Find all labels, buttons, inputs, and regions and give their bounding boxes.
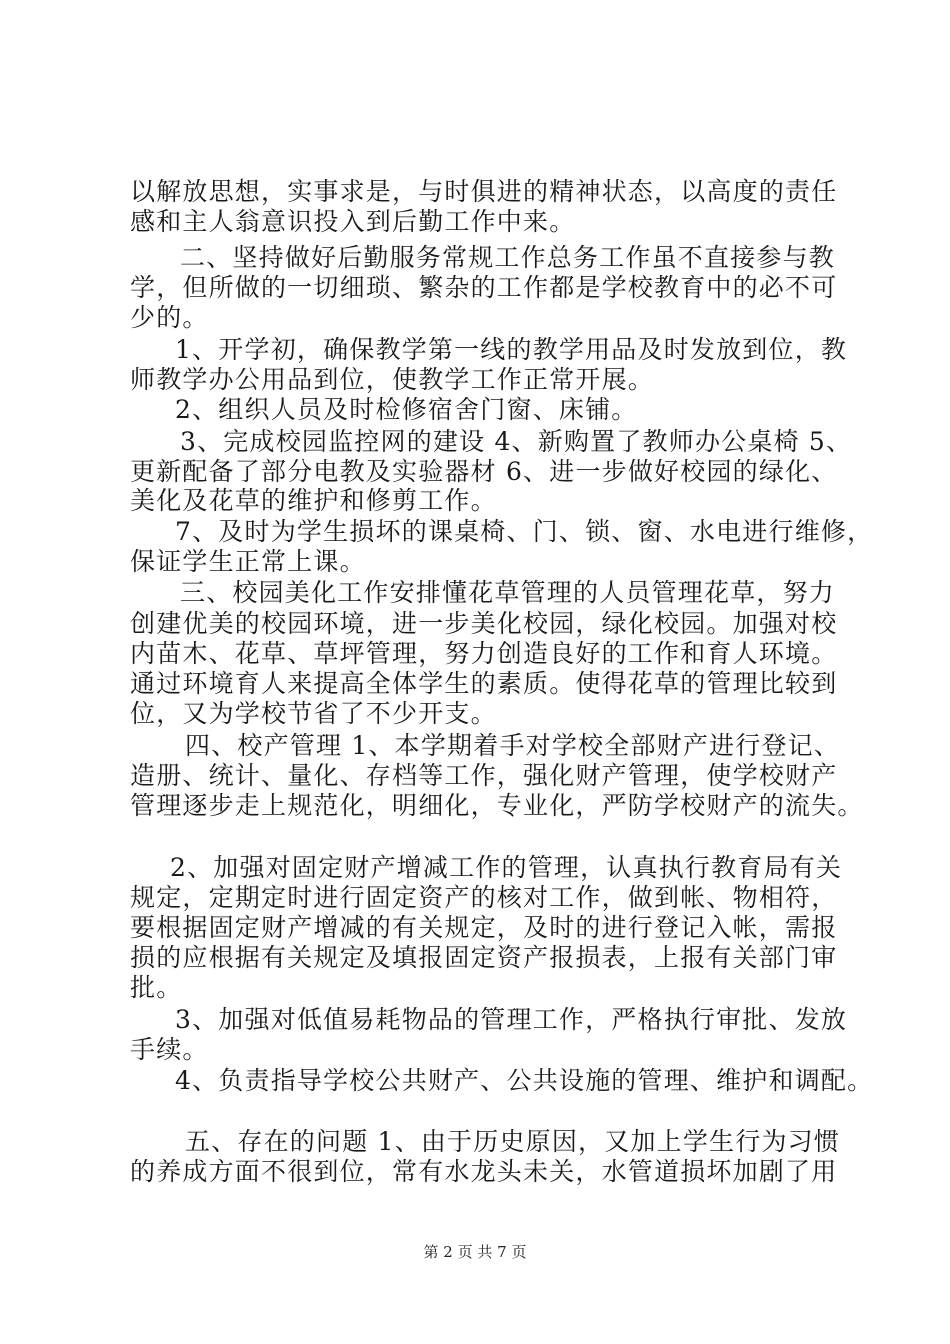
text-line: 通过环境育人来提高全体学生的素质。使得花草的管理比较到 [130, 669, 838, 698]
text-line: 造册、统计、量化、存档等工作，强化财产管理，使学校财产 [130, 761, 838, 790]
text-line: 2、组织人员及时检修宿舍门窗、床铺。 [175, 395, 638, 424]
text-line: 二、坚持做好后勤服务常规工作总务工作虽不直接参与教 [180, 243, 836, 272]
text-line: 的养成方面不很到位，常有水龙头未关，水管道损坏加剧了用 [130, 1157, 838, 1186]
text-line: 1、开学初，确保教学第一线的教学用品及时发放到位，教 [175, 335, 848, 364]
text-line: 保证学生正常上课。 [130, 547, 366, 576]
text-line: 要根据固定财产增减的有关规定，及时的进行登记入帐，需报 [130, 913, 838, 942]
text-line: 以解放思想，实事求是，与时俱进的精神状态，以高度的责任 [130, 177, 838, 206]
text-line: 感和主人翁意识投入到后勤工作中来。 [130, 207, 576, 236]
text-line: 三、校园美化工作安排懂花草管理的人员管理花草，努力 [180, 578, 836, 607]
text-line: 美化及花草的维护和修剪工作。 [130, 486, 497, 515]
text-line: 4、负责指导学校公共财产、公共设施的管理、维护和调配。 [175, 1066, 874, 1095]
text-line: 手续。 [130, 1035, 209, 1064]
text-line: 师教学办公用品到位，使教学工作正常开展。 [130, 365, 655, 394]
text-line: 2、加强对固定财产增减工作的管理，认真执行教育局有关 [170, 853, 843, 882]
text-line: 少的。 [130, 303, 209, 332]
text-line: 更新配备了部分电教及实验器材 6、进一步做好校园的绿化、 [130, 457, 838, 486]
text-line: 3、完成校园监控网的建设 4、新购置了教师办公桌椅 5、 [180, 427, 853, 456]
text-line: 五、存在的问题 1、由于历史原因，又加上学生行为习惯 [185, 1127, 841, 1156]
text-line: 规定，定期定时进行固定资产的核对工作，做到帐、物相符， [130, 883, 838, 912]
text-line: 四、校产管理 1、本学期着手对学校全部财产进行登记、 [185, 731, 841, 760]
text-line: 位，又为学校节省了不少开支。 [130, 699, 497, 728]
text-line: 7、及时为学生损坏的课桌椅、门、锁、窗、水电进行维修， [175, 517, 874, 546]
text-line: 创建优美的校园环境，进一步美化校园，绿化校园。加强对校 [130, 609, 838, 638]
page-number-footer: 第 2 页 共 7 页 [423, 1243, 527, 1261]
text-line: 管理逐步走上规范化，明细化，专业化，严防学校财产的流失。 [130, 791, 864, 820]
text-line: 内苗木、花草、草坪管理，努力创造良好的工作和育人环境。 [130, 639, 838, 668]
text-line: 3、加强对低值易耗物品的管理工作，严格执行审批、发放 [175, 1005, 848, 1034]
text-line: 损的应根据有关规定及填报固定资产报损表，上报有关部门审 [130, 943, 838, 972]
text-line: 学，但所做的一切细琐、繁杂的工作都是学校教育中的必不可 [130, 273, 838, 302]
text-line: 批。 [130, 973, 183, 1002]
